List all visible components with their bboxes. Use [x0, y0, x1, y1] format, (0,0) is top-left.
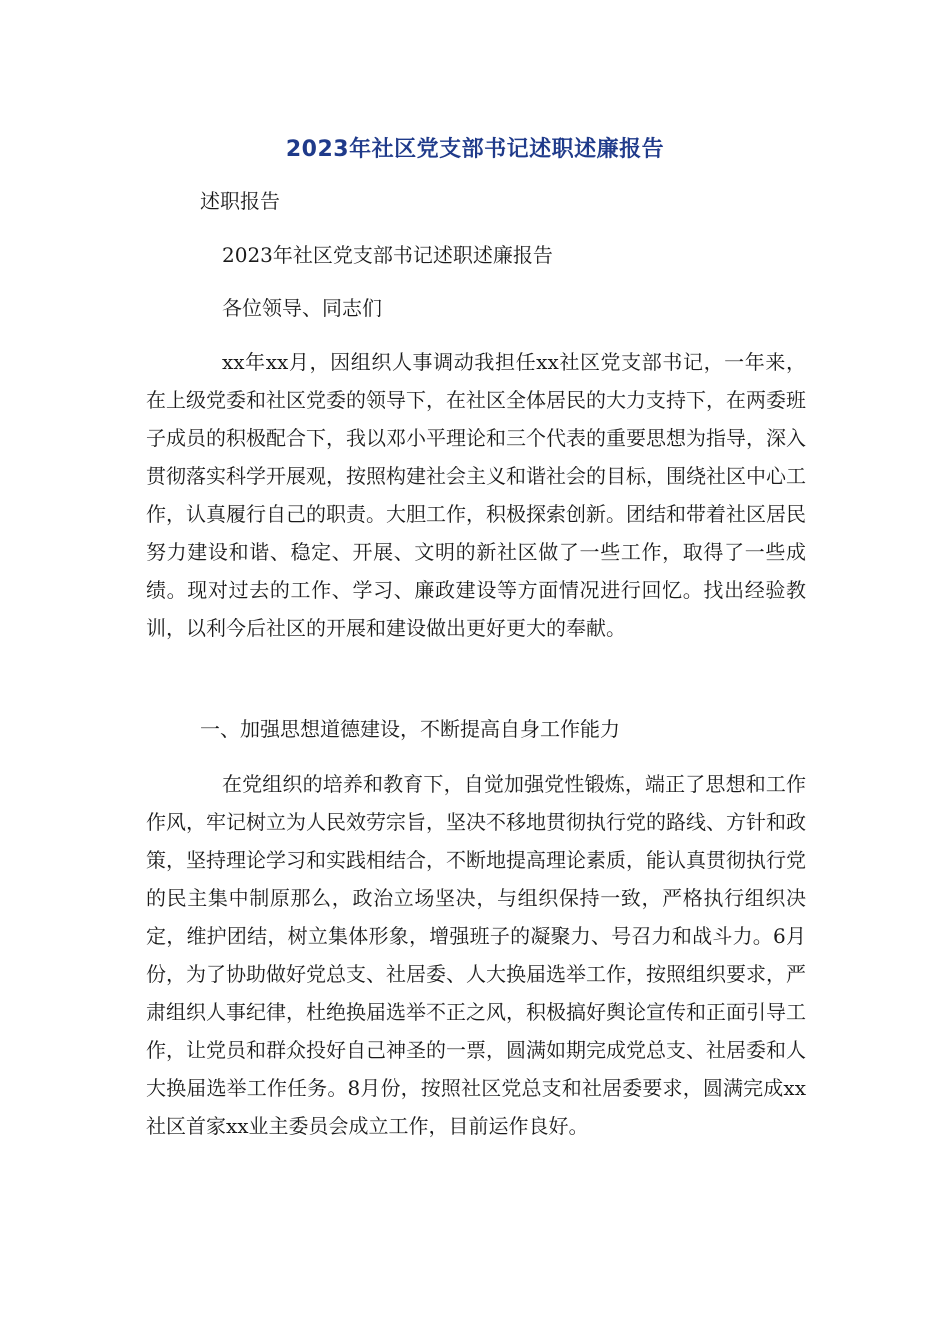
document-title: 2023年社区党支部书记述职述廉报告	[285, 137, 665, 162]
section-1-paragraph: 在党组织的培养和教育下，自觉加强党性锻炼，端正了思想和工作作风，牢记树立为人民效劳宗旨，坚决不移地贯彻执行党的路线、方针和政策，坚持理论学习和实践相结合，不断地提高理论素质，能认真贯彻执行党的民主集中制原那么，政治立场坚决，与组织保持一致，严格执行组织决定，维护团结，树立集体形象，增强班子的凝聚力、号召力和战斗力。6月份，为了协助做好党总支、社居委、人大换届选举工作，按照组织要求，严肃组织人事纪律，杜绝换届选举不正之风，积极搞好舆论宣传和正面引导工作，让党员和群众投好自己神圣的一票，圆满如期完成党总支、社居委和人大换届选举工作任务。8月份，按照社区党总支和社居委要求，圆满完成xx社区首家xx业主委员会成立工作，目前运作良好。	[146, 772, 806, 1138]
intro-paragraph: xx年xx月，因组织人事调动我担任xx社区党支部书记，一年来，在上级党委和社区党委的领导下，在社区全体居民的大力支持下，在两委班子成员的积极配合下，我以邓小平理论和三个代表的重要思想为指导，深入贯彻落实科学开展观，按照构建社会主义和谐社会的目标，围绕社区中心工作，认真履行自己的职责。大胆工作，积极探索创新。团结和带着社区居民努力建设和谐、稳定、开展、文明的新社区做了一些工作，取得了一些成绩。现对过去的工作、学习、廉政建设等方面情况进行回忆。找出经验教训，以利今后社区的开展和建设做出更好更大的奉献。	[146, 350, 806, 640]
report-heading: 2023年社区党支部书记述职述廉报告	[222, 243, 553, 267]
greeting: 各位领导、同志们	[222, 296, 382, 320]
section-label: 述职报告	[200, 189, 280, 213]
section-heading-1: 一、加强思想道德建设，不断提高自身工作能力	[200, 717, 620, 741]
